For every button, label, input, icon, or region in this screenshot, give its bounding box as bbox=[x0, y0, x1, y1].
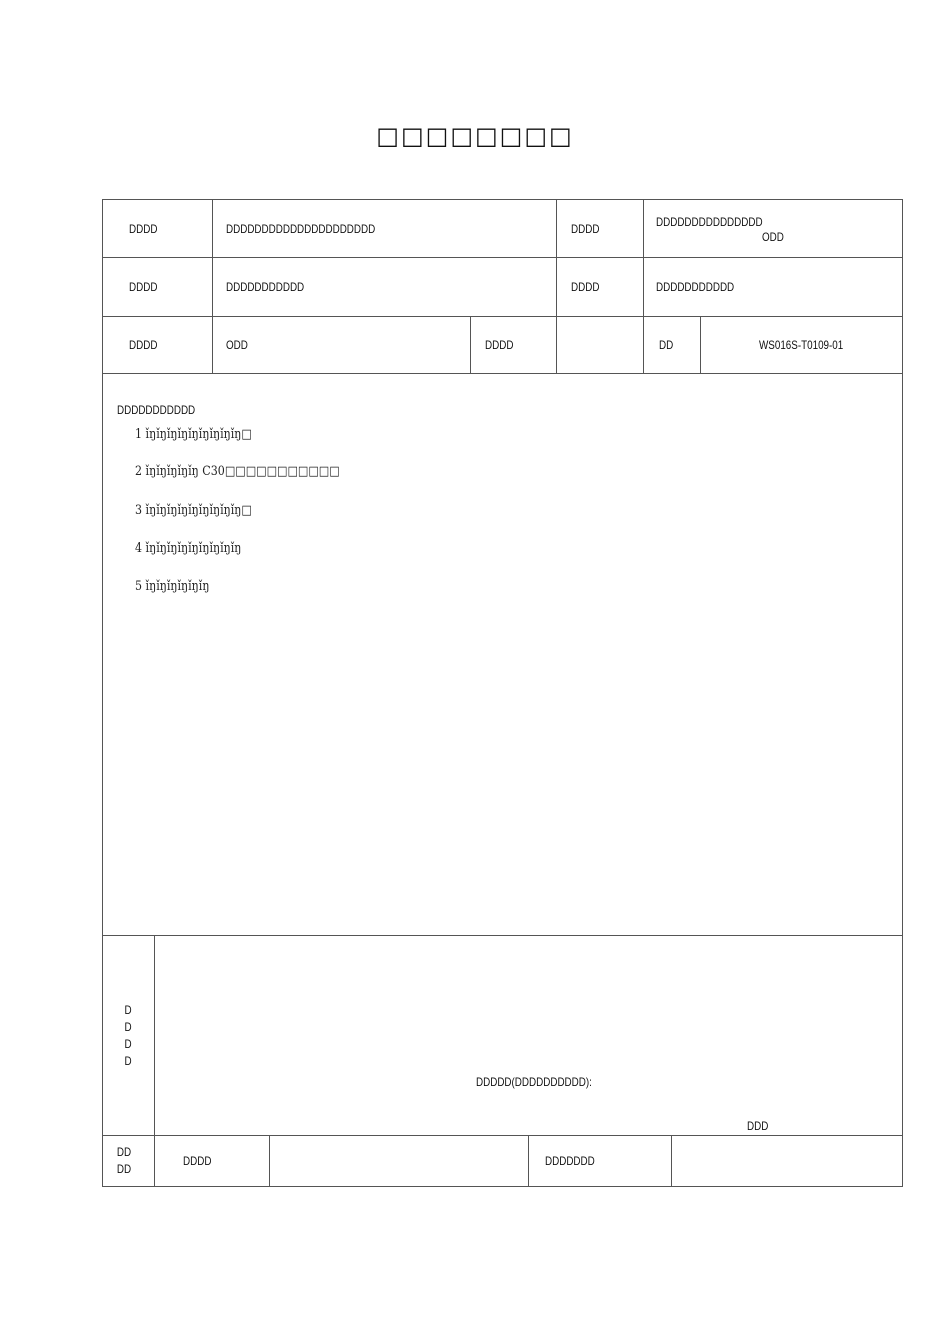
row2-label-b: DDDD bbox=[571, 280, 600, 294]
review-side-label bbox=[118, 1002, 138, 1070]
bottom-side-text: DD bbox=[116, 1162, 132, 1176]
row1-value-b-line2: ODD bbox=[762, 230, 784, 244]
col-divider bbox=[671, 1135, 672, 1187]
row2-value-b: DDDDDDDDDDD bbox=[656, 280, 735, 294]
content-item: 3 ǐŋǐŋǐŋǐŋǐŋǐŋǐŋǐŋǐŋ□ bbox=[135, 503, 252, 518]
bottom-side-text: DD bbox=[116, 1145, 132, 1159]
page-title: □□□□□□□□ bbox=[376, 122, 574, 150]
col-divider bbox=[700, 316, 701, 373]
row3-label-c: DD bbox=[659, 338, 674, 352]
row3-value-a: ODD bbox=[226, 338, 248, 352]
col-divider bbox=[154, 935, 155, 1187]
col-divider bbox=[212, 199, 213, 373]
row3-value-c: WS016S-T0109-01 bbox=[759, 338, 844, 352]
row1-label-b: DDDD bbox=[571, 222, 600, 236]
content-item: 1 ǐŋǐŋǐŋǐŋǐŋǐŋǐŋǐŋǐŋ□ bbox=[135, 427, 252, 442]
bottom-label-a: DDDD bbox=[183, 1154, 212, 1168]
review-side-char: D bbox=[124, 1020, 132, 1034]
review-side-char: D bbox=[124, 1003, 132, 1017]
bottom-label-b: DDDDDDD bbox=[545, 1154, 595, 1168]
signature-label: DDDDD(DDDDDDDDDD): bbox=[476, 1075, 592, 1089]
row-divider bbox=[102, 1135, 902, 1136]
row1-value-b-line1: DDDDDDDDDDDDDDD bbox=[656, 215, 763, 229]
row1-label-a: DDDD bbox=[129, 222, 158, 236]
bottom-side-label bbox=[112, 1144, 136, 1178]
content-item: 2 ǐŋǐŋǐŋǐŋǐŋ C30□□□□□□□□□□□ bbox=[135, 464, 340, 479]
row-divider bbox=[102, 373, 902, 374]
row-divider bbox=[102, 257, 902, 258]
col-divider bbox=[643, 199, 644, 373]
col-divider bbox=[528, 1135, 529, 1187]
review-side-char: D bbox=[124, 1054, 132, 1068]
row3-label-a: DDDD bbox=[129, 338, 158, 352]
col-divider bbox=[556, 199, 557, 373]
date-label: DDD bbox=[747, 1119, 769, 1133]
content-item: 5 ǐŋǐŋǐŋǐŋǐŋǐŋ bbox=[135, 579, 210, 594]
col-divider bbox=[470, 316, 471, 373]
content-item: 4 ǐŋǐŋǐŋǐŋǐŋǐŋǐŋǐŋǐŋ bbox=[135, 541, 242, 556]
row1-value-a: DDDDDDDDDDDDDDDDDDDDD bbox=[226, 222, 376, 236]
review-side-char: D bbox=[124, 1037, 132, 1051]
row2-value-a: DDDDDDDDDDD bbox=[226, 280, 305, 294]
content-heading: DDDDDDDDDDD bbox=[117, 403, 196, 417]
row-divider bbox=[102, 935, 902, 936]
row-divider bbox=[102, 316, 902, 317]
row2-label-a: DDDD bbox=[129, 280, 158, 294]
row3-label-b: DDDD bbox=[485, 338, 514, 352]
col-divider bbox=[269, 1135, 270, 1187]
